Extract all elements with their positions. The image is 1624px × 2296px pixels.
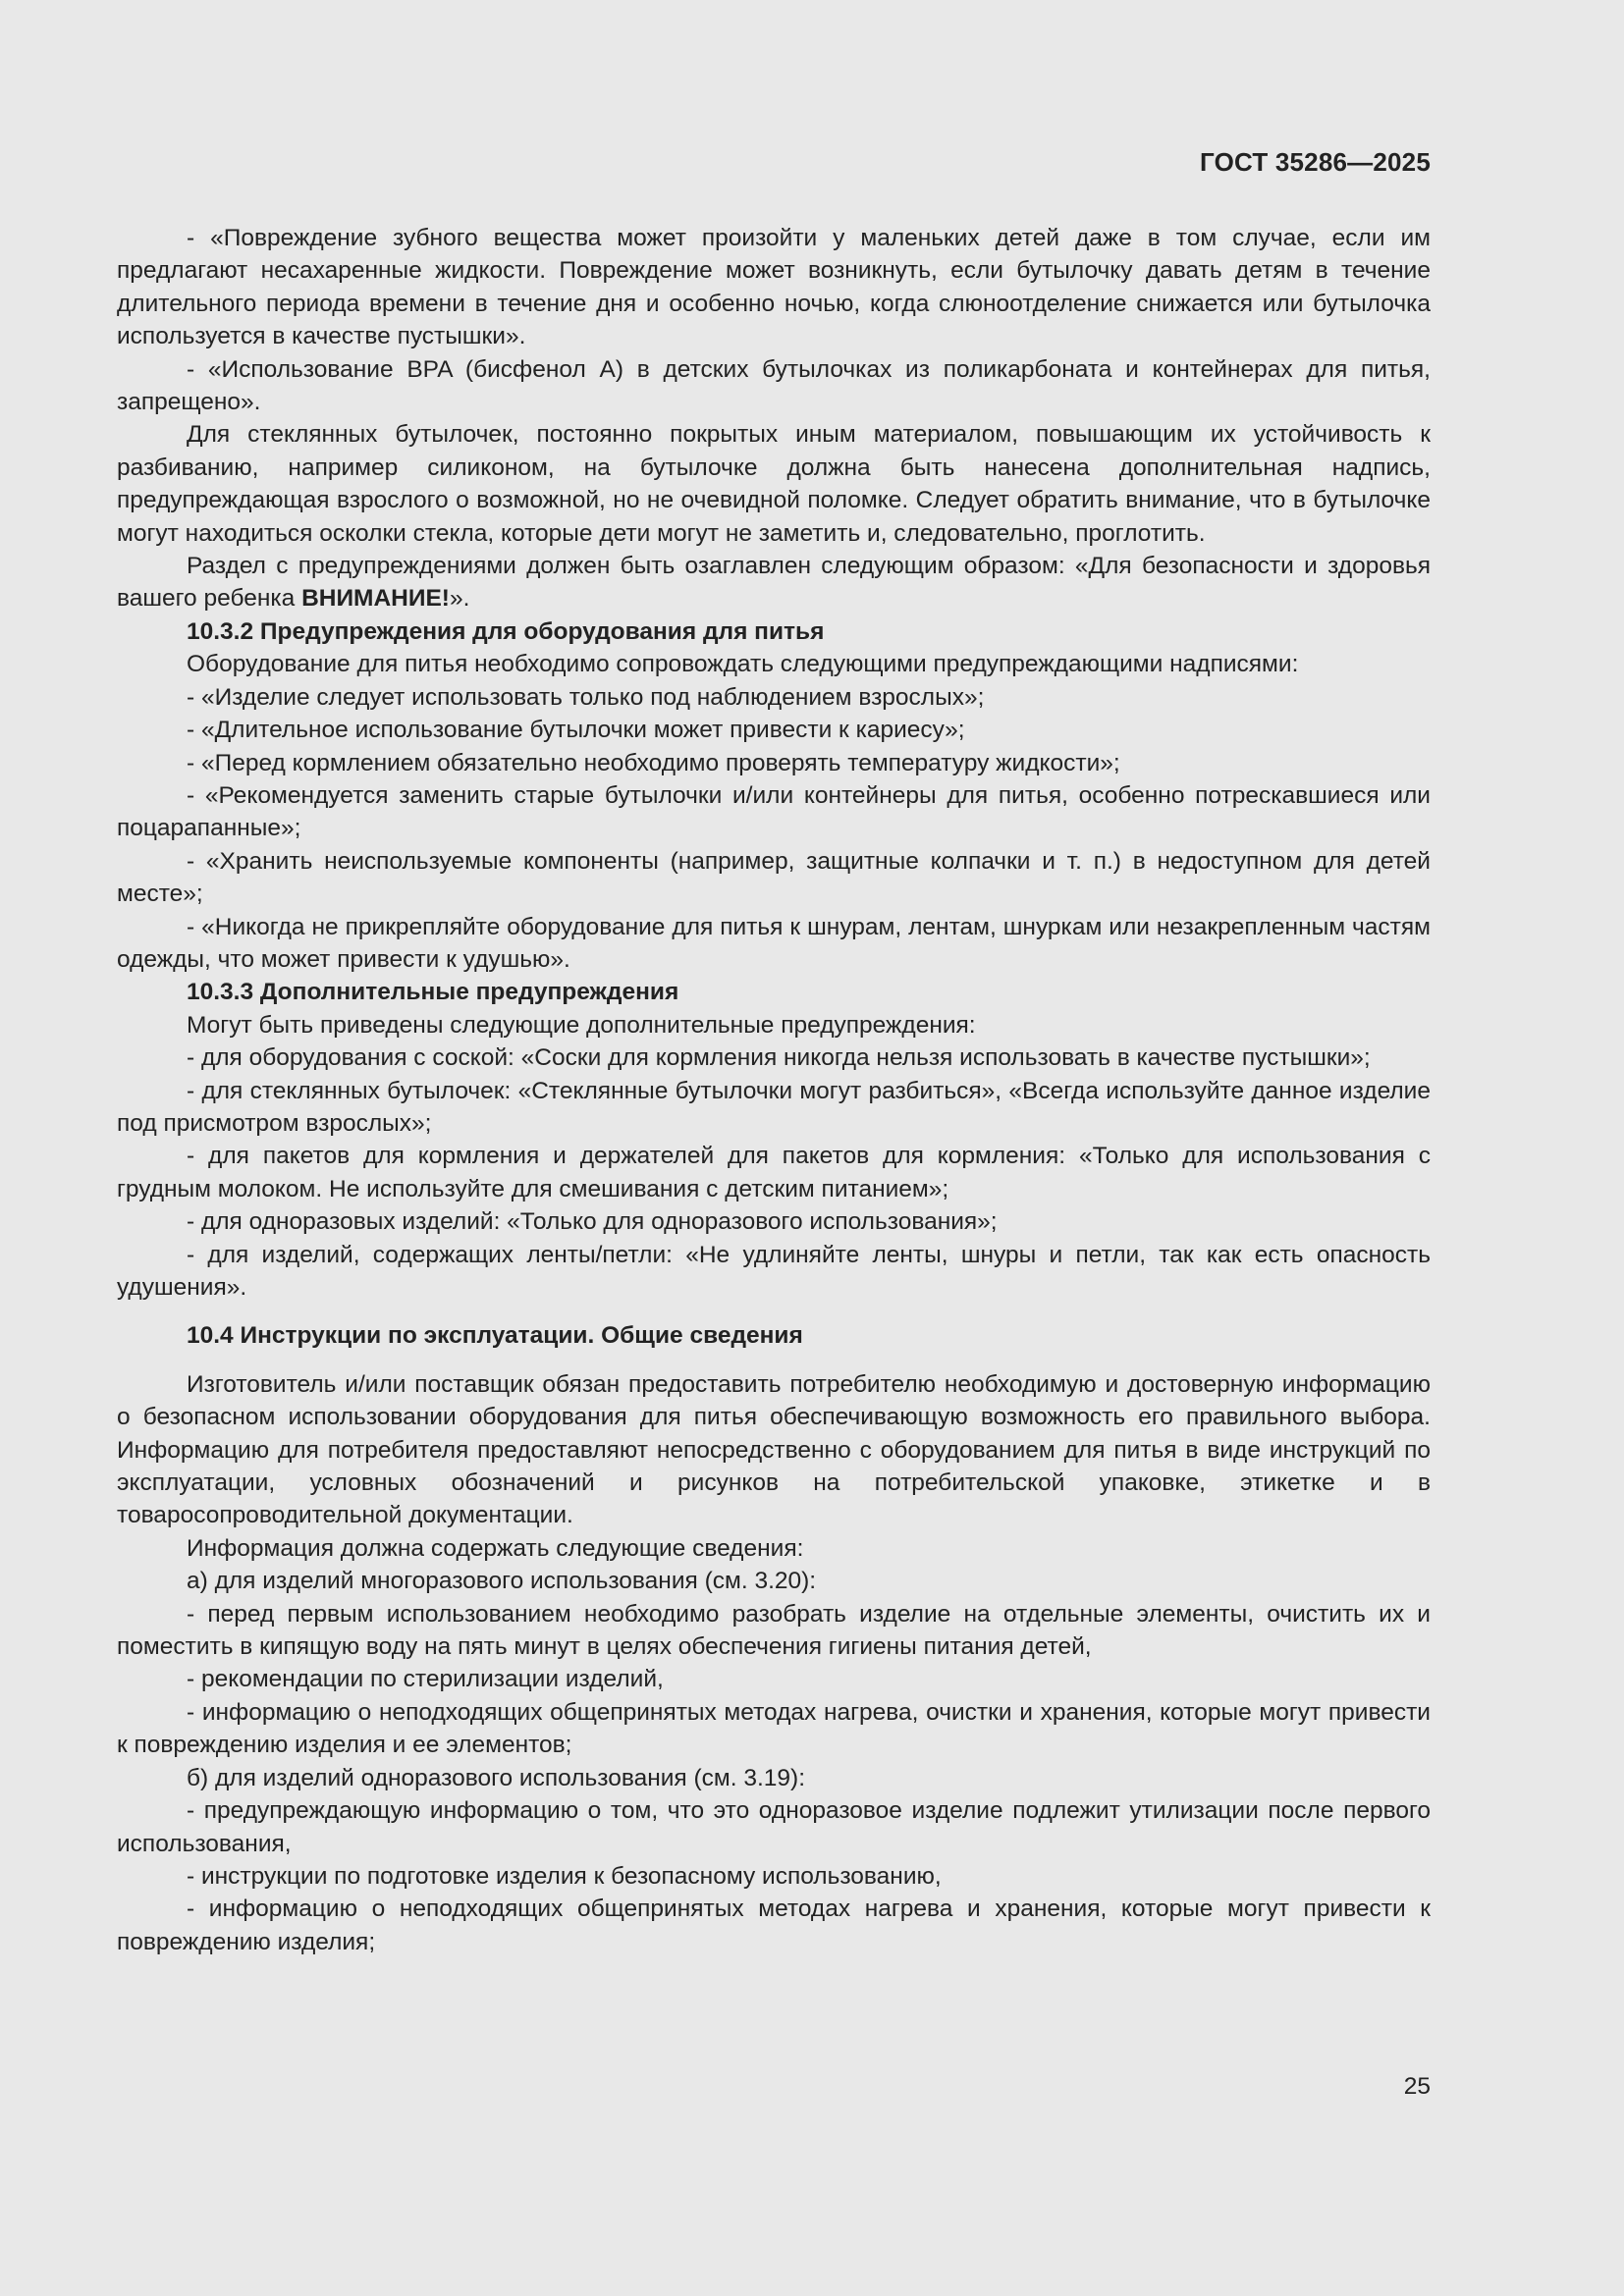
paragraph-text: Раздел с предупреждениями должен быть озаглавлен следующим образом: «Для безопасности и здоровья вашего ребенка (117, 553, 1431, 613)
section-heading: 10.3.2 Предупреждения для оборудования для питья (187, 617, 825, 645)
list-item: - перед первым использованием необходимо разобрать изделие на отдельные элементы, очистить их и поместить в кипящую воду на пять минут в целях обеспечения гигиены питания детей, (117, 1600, 1431, 1661)
list-item: - инструкции по подготовке изделия к безопасному использованию, (187, 1862, 942, 1890)
paragraph (117, 550, 1431, 615)
list-item: - «Перед кормлением обязательно необходимо проверять температуру жидкости»; (187, 749, 1120, 776)
paragraph: Информация должна содержать следующие сведения: (187, 1534, 804, 1562)
paragraph: Для стеклянных бутылочек, постоянно покрытых иным материалом, повышающим их устойчивость к разбиванию, например силиконом, на бутылочке должна быть нанесена дополнительная надпись, предупреждающая взрослого о возможной, но не очевидной поломке. Следует обратить внимание, что в бутылочке могут находиться осколки стекла, которые дети могут не заметить и, следовательно, проглотить. (117, 421, 1431, 547)
warning-emphasis: ВНИМАНИЕ! (301, 585, 450, 613)
list-item: б) для изделий одноразового использования (см. 3.19): (187, 1764, 806, 1791)
list-item: - информацию о неподходящих общепринятых методах нагрева и хранения, которые могут привести к повреждению изделия; (117, 1896, 1431, 1955)
list-item: - для изделий, содержащих ленты/петли: «Не удлиняйте ленты, шнуры и петли, так как есть опасность удушения». (117, 1241, 1431, 1301)
list-item: - рекомендации по стерилизации изделий, (187, 1666, 664, 1693)
document-number: ГОСТ 35286—2025 (1200, 147, 1431, 177)
list-item: - «Изделие следует использовать только под наблюдением взрослых»; (187, 683, 985, 711)
paragraph: Могут быть приведены следующие дополнительные предупреждения: (187, 1011, 976, 1039)
section-heading: 10.4 Инструкции по эксплуатации. Общие сведения (187, 1322, 803, 1350)
paragraph: Оборудование для питья необходимо сопровождать следующими предупреждающими надписями: (187, 651, 1299, 678)
list-item: - для пакетов для кормления и держателей для пакетов для кормления: «Только для использования с грудным молоком. Не используйте для смешивания с детским питанием»; (117, 1143, 1431, 1202)
list-item: - предупреждающую информацию о том, что это одноразовое изделие подлежит утилизации после первого использования, (117, 1797, 1431, 1857)
list-item: а) для изделий многоразового использования (см. 3.20): (187, 1568, 817, 1595)
list-item: - для оборудования с соской: «Соски для кормления никогда нельзя использовать в качестве пустышки»; (187, 1044, 1371, 1072)
section-heading: 10.3.3 Дополнительные предупреждения (187, 979, 679, 1006)
list-item: - «Рекомендуется заменить старые бутылочки и/или контейнеры для питья, особенно потрескавшиеся или поцарапанные»; (117, 781, 1431, 842)
paragraph: - «Использование BPA (бисфенол А) в детских бутылочках из поликарбоната и контейнерах для питья, запрещено». (117, 355, 1431, 416)
page-number: 25 (1403, 2073, 1431, 2100)
list-item: - «Хранить неиспользуемые компоненты (например, защитные колпачки и т. п.) в недоступном для детей месте»; (117, 847, 1431, 908)
list-item: - для стеклянных бутылочек: «Стеклянные бутылочки могут разбиться», «Всегда используйте данное изделие под присмотром взрослых»; (117, 1077, 1431, 1137)
document-body (117, 222, 1431, 1958)
paragraph: - «Повреждение зубного вещества может произойти у маленьких детей даже в том случае, если им предлагают несахаренные жидкости. Повреждение может возникнуть, если бутылочку давать детям в течение длительного периода времени в течение дня и особенно ночью, когда слюноотделение снижается или бутылочка используется в качестве пустышки». (117, 225, 1431, 350)
list-item: - информацию о неподходящих общепринятых методах нагрева, очистки и хранения, которые могут привести к повреждению изделия и ее элементов; (117, 1698, 1431, 1759)
paragraph-tail: ». (449, 585, 470, 613)
list-item: - «Длительное использование бутылочки может привести к кариесу»; (187, 717, 965, 744)
paragraph: Изготовитель и/или поставщик обязан предоставить потребителю необходимую и достоверную информацию о безопасном использовании оборудования для питья обеспечивающую возможность его правильного выбора. Информацию для потребителя предоставляют непосредственно с оборудованием для питья в виде инструкций по эксплуатации, условных обозначений и рисунков на потребительской упаковке, этикетке и в товаросопроводительной документации. (117, 1370, 1431, 1529)
list-item: - для одноразовых изделий: «Только для одноразового использования»; (187, 1208, 998, 1236)
list-item: - «Никогда не прикрепляйте оборудование для питья к шнурам, лентам, шнуркам или незакрепленным частям одежды, что может привести к удушью». (117, 913, 1431, 973)
